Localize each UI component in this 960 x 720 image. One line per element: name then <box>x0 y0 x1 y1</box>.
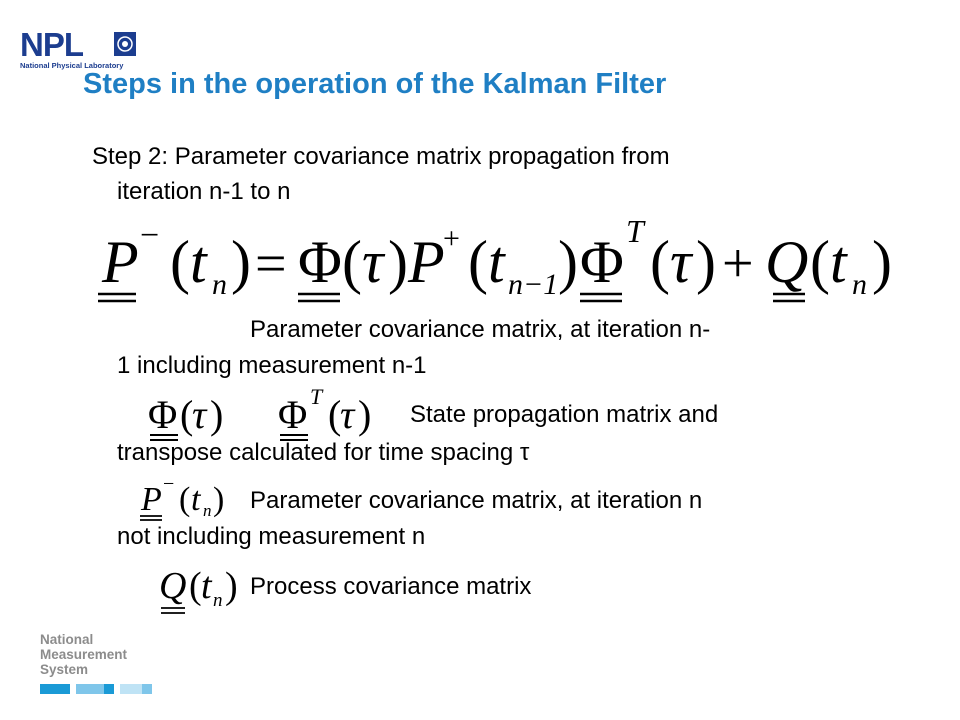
step-heading-line1: Step 2: Parameter covariance matrix propagation from <box>92 143 670 170</box>
explanation-2-line2: transpose calculated for time spacing τ <box>117 439 530 466</box>
eq-open-paren-4: ( <box>650 229 670 295</box>
eq-open-paren-3: ( <box>468 229 488 295</box>
q-t: t <box>201 565 212 607</box>
nms-bar-1 <box>40 684 70 694</box>
eq-t-3: t <box>830 229 847 295</box>
phi-close-paren-2: ) <box>358 392 372 437</box>
p-minus-symbol <box>135 474 245 524</box>
phi-symbol-2: Φ <box>278 392 308 437</box>
q-n: n <box>213 590 223 611</box>
main-equation <box>90 220 910 310</box>
eq-close-paren-4: ) <box>696 229 716 295</box>
nms-line-1: National <box>40 632 94 647</box>
eq-n-1: n <box>212 268 227 301</box>
eq-P-plus: P <box>408 229 445 295</box>
eq-tau-1: τ <box>362 229 384 295</box>
p-minus-open-paren: ( <box>179 481 191 518</box>
nms-bar-3 <box>104 684 114 694</box>
eq-n-2: n <box>852 268 867 301</box>
eq-open-paren-2: ( <box>342 229 362 295</box>
eq-lhs-sup: − <box>140 220 160 254</box>
eq-plus-sup: + <box>443 222 460 255</box>
eq-lhs-P: P <box>102 229 139 295</box>
p-minus-P: P <box>141 481 162 518</box>
nms-bar-2 <box>76 684 104 694</box>
eq-close-paren-5: ) <box>872 229 892 295</box>
phi-open-paren-1: ( <box>180 392 194 437</box>
explanation-1-line1: Parameter covariance matrix, at iteration n- <box>250 316 711 343</box>
npl-logo-subtitle: National Physical Laboratory <box>20 61 124 70</box>
eq-tau-2: τ <box>670 229 692 295</box>
phi-tau-1: τ <box>192 392 207 437</box>
phi-close-paren-1: ) <box>210 392 224 437</box>
eq-t-1: t <box>190 229 207 295</box>
q-symbol <box>155 560 250 620</box>
nms-logo <box>40 632 160 694</box>
eq-t-2: t <box>488 229 505 295</box>
p-minus-sup: − <box>163 474 175 495</box>
nms-line-3: System <box>40 662 89 677</box>
eq-close-paren-2: ) <box>388 229 408 295</box>
phi-symbol-1: Φ <box>148 392 178 437</box>
p-minus-n: n <box>203 501 212 520</box>
q-close-paren: ) <box>225 565 238 607</box>
eq-Q: Q <box>765 229 809 295</box>
explanation-2-line1: State propagation matrix and <box>410 401 719 428</box>
explanation-3-line1: Parameter covariance matrix, at iteration n <box>250 487 703 514</box>
nms-color-bars <box>40 684 160 694</box>
eq-equals: = <box>255 233 287 295</box>
nms-line-2: Measurement <box>40 647 128 662</box>
explanation-4-line1: Process covariance matrix <box>250 573 532 600</box>
eq-phi-1: Φ <box>298 229 342 295</box>
nms-bar-5 <box>142 684 152 694</box>
nms-bar-4 <box>120 684 142 694</box>
p-minus-t: t <box>191 481 201 518</box>
phi-open-paren-2: ( <box>328 392 342 437</box>
eq-plus: + <box>722 233 754 295</box>
eq-phi-2: Φ <box>580 229 624 295</box>
eq-n-minus-1: n−1 <box>508 268 559 301</box>
explanation-1-line2: 1 including measurement n-1 <box>117 352 427 379</box>
step-heading-line2: iteration n-1 to n <box>117 178 291 205</box>
eq-open-paren-1: ( <box>170 229 190 295</box>
eq-open-paren-5: ( <box>810 229 830 295</box>
eq-T-sup: T <box>626 220 644 249</box>
q-open-paren: ( <box>189 565 202 607</box>
phi-tau-2: τ <box>340 392 355 437</box>
explanation-3-line2: not including measurement n <box>117 523 426 550</box>
p-minus-close-paren: ) <box>213 481 225 518</box>
eq-close-paren-3: ) <box>558 229 578 295</box>
q-Q: Q <box>159 565 187 607</box>
slide-title: Steps in the operation of the Kalman Filter <box>83 68 667 100</box>
phi-T-sup: T <box>310 388 323 409</box>
eq-close-paren-1: ) <box>231 229 251 295</box>
npl-logo-letters: NPL <box>20 30 83 63</box>
